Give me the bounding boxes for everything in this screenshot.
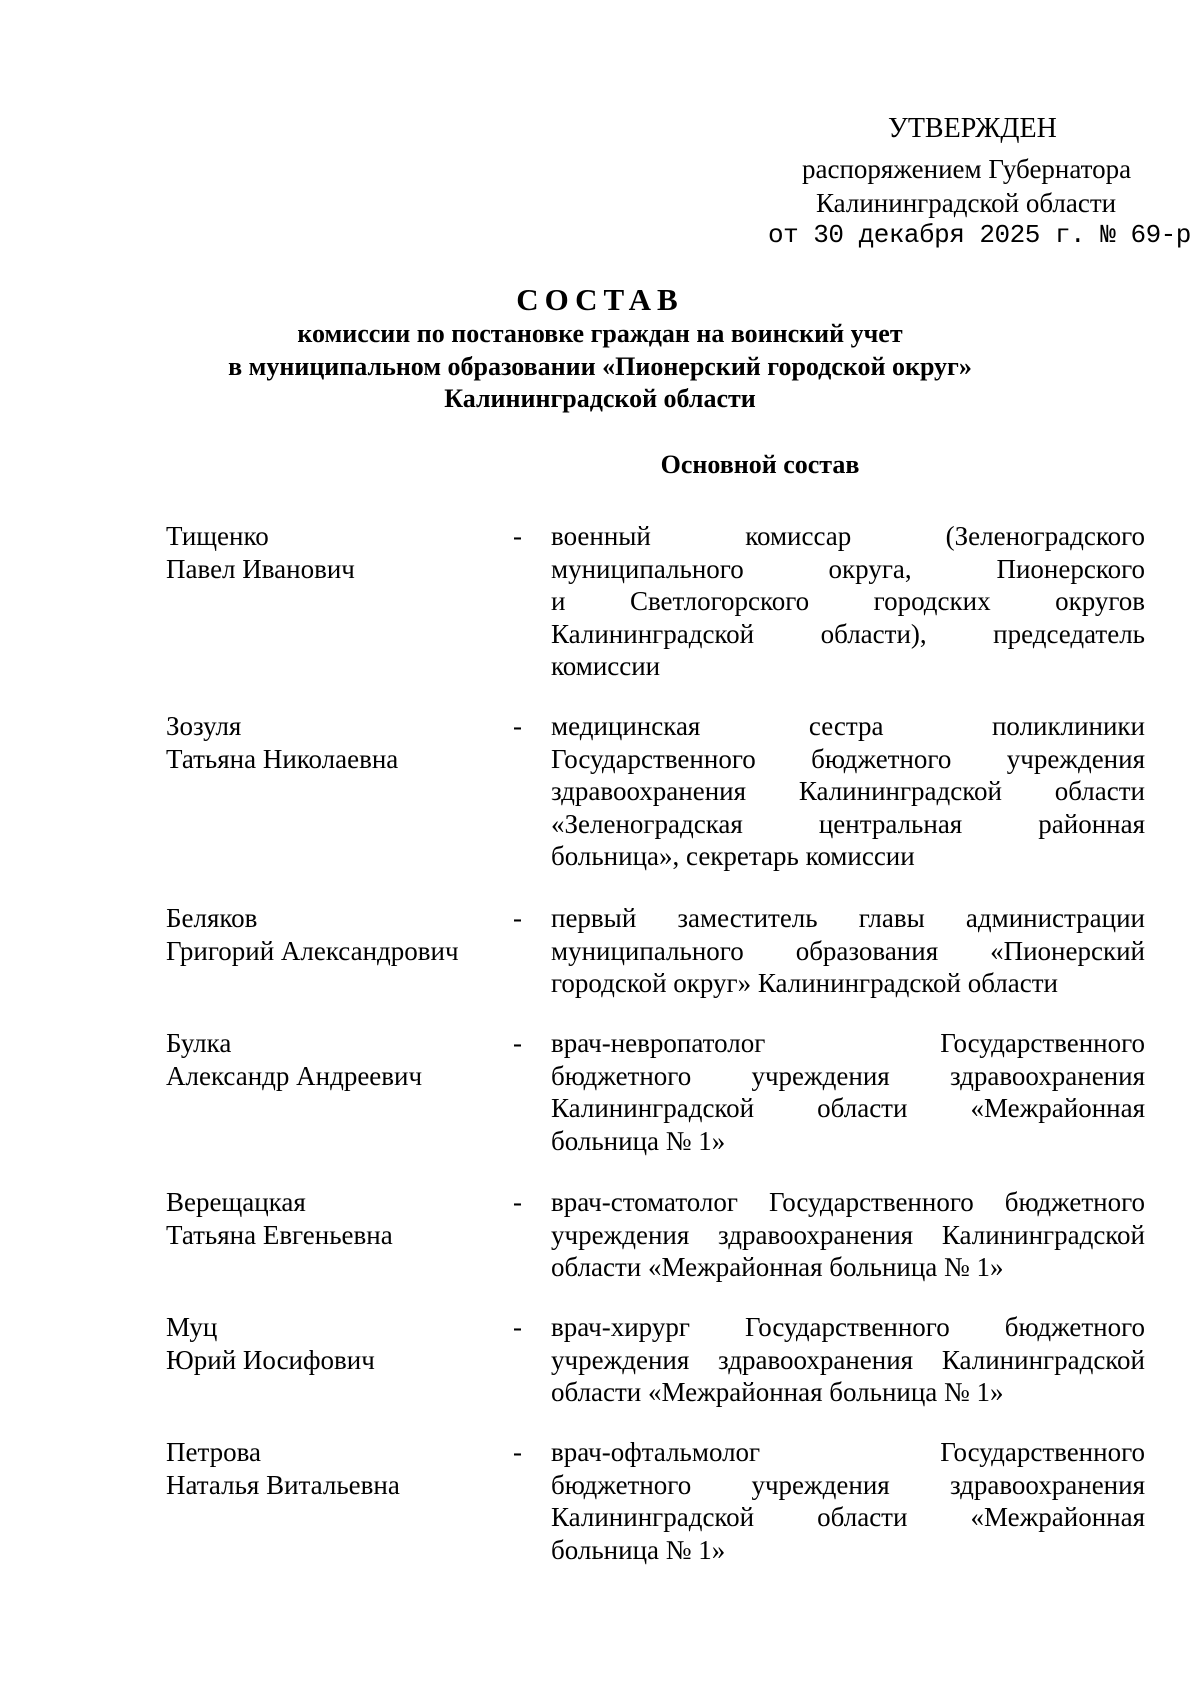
member-surname: Верещацкая xyxy=(166,1187,306,1217)
member-given-name: Александр Андреевич xyxy=(166,1061,423,1091)
member-name xyxy=(166,710,398,776)
member-role xyxy=(551,1186,1145,1284)
member-name xyxy=(166,1027,422,1093)
role-line: учреждения здравоохранения Калининградской xyxy=(551,1344,1145,1375)
role-line: Государственного бюджетного учреждения xyxy=(551,743,1145,774)
role-line: Калининградской области «Межрайонная xyxy=(551,1502,1145,1533)
member-given-name: Татьяна Николаевна xyxy=(166,744,399,774)
role-line: врач-невропатолог Государственного xyxy=(551,1028,1145,1058)
role-line: здравоохранения Калининградской области xyxy=(551,776,1145,807)
member-name xyxy=(166,1436,400,1502)
member-role xyxy=(551,902,1145,1000)
document-subtitle-line-1: комиссии по постановке граждан на воинский учет xyxy=(297,319,903,348)
role-line: бюджетного учреждения здравоохранения xyxy=(551,1060,1145,1091)
member-surname: Зозуля xyxy=(166,711,242,741)
member-surname: Тищенко xyxy=(166,521,269,551)
role-line: муниципального образования «Пионерский xyxy=(551,935,1145,966)
approval-date-number: от 30 декабря 2025 г. № 69-р xyxy=(768,220,1191,250)
member-surname: Булка xyxy=(166,1028,232,1058)
role-line: больница № 1» xyxy=(551,1534,726,1565)
separator-dash: - xyxy=(513,1028,522,1058)
separator-dash: - xyxy=(513,1187,522,1217)
role-line: муниципального округа, Пионерского xyxy=(551,553,1145,584)
member-given-name: Григорий Александрович xyxy=(166,936,459,966)
role-line: учреждения здравоохранения Калининградской xyxy=(551,1219,1145,1250)
member-given-name: Наталья Витальевна xyxy=(166,1470,400,1500)
role-line: области «Межрайонная больница № 1» xyxy=(551,1252,1004,1283)
member-surname: Муц xyxy=(166,1312,218,1342)
member-role xyxy=(551,1436,1145,1566)
role-line: «Зеленоградская центральная районная xyxy=(551,808,1145,839)
approval-region: Калининградской области xyxy=(816,188,1117,218)
member-given-name: Павел Иванович xyxy=(166,554,355,584)
role-line: врач-офтальмолог Государственного xyxy=(551,1437,1145,1467)
role-line: больница № 1» xyxy=(551,1125,726,1156)
document-subtitle-line-3: Калининградской области xyxy=(444,384,756,413)
separator-dash: - xyxy=(513,1312,522,1342)
role-line: Калининградской области «Межрайонная xyxy=(551,1093,1145,1124)
document-title: СОСТАВ xyxy=(516,282,684,317)
role-line: врач-хирург Государственного бюджетного xyxy=(551,1312,1145,1342)
role-line: врач-стоматолог Государственного бюджетного xyxy=(551,1187,1145,1217)
member-role xyxy=(551,520,1145,683)
role-line: больница», секретарь комиссии xyxy=(551,841,915,872)
member-name xyxy=(166,1311,375,1377)
separator-dash: - xyxy=(513,521,522,551)
document-subtitle-line-2: в муниципальном образовании «Пионерский городской округ» xyxy=(228,352,972,381)
role-line: Калининградской области), председатель xyxy=(551,618,1145,649)
role-line: первый заместитель главы администрации xyxy=(551,903,1145,933)
member-surname: Петрова xyxy=(166,1437,261,1467)
role-line: области «Межрайонная больница № 1» xyxy=(551,1377,1004,1408)
section-heading: Основной состав xyxy=(660,450,860,479)
separator-dash: - xyxy=(513,1437,522,1467)
member-name xyxy=(166,902,459,968)
role-line: и Светлогорского городских округов xyxy=(551,586,1145,617)
role-line: медицинская сестра поликлиники xyxy=(551,711,1145,741)
member-name xyxy=(166,520,355,586)
member-surname: Беляков xyxy=(166,903,258,933)
member-given-name: Татьяна Евгеньевна xyxy=(166,1220,393,1250)
approval-title: УТВЕРЖДЕН xyxy=(888,113,1057,144)
separator-dash: - xyxy=(513,903,522,933)
role-line: городской округ» Калининградской области xyxy=(551,968,1059,999)
member-role xyxy=(551,710,1145,873)
member-given-name: Юрий Иосифович xyxy=(166,1345,375,1375)
role-line: бюджетного учреждения здравоохранения xyxy=(551,1469,1145,1500)
approval-issuer: распоряжением Губернатора xyxy=(802,154,1132,184)
role-line: военный комиссар (Зеленоградского xyxy=(551,521,1145,551)
member-role xyxy=(551,1027,1145,1157)
member-role xyxy=(551,1311,1145,1409)
role-line: комиссии xyxy=(551,651,661,682)
member-name xyxy=(166,1186,393,1252)
separator-dash: - xyxy=(513,711,522,741)
